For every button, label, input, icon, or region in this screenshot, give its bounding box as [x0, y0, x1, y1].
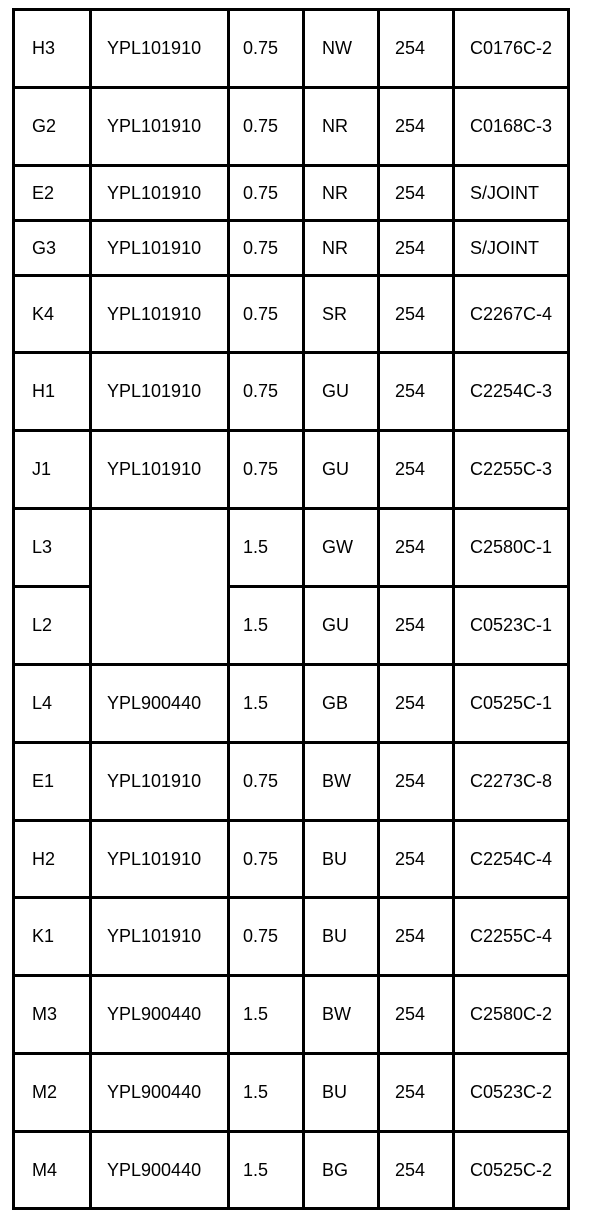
wire-id-cell: M4 — [14, 1132, 91, 1209]
connector-label: C2255C-3 — [470, 459, 553, 479]
connector-label: C2580C-2 — [470, 1004, 553, 1024]
wire-size-cell: 1.5 — [229, 587, 304, 665]
table-row — [14, 743, 569, 821]
connector-cell — [454, 587, 569, 665]
wire-id-cell: J1 — [14, 431, 91, 509]
connector-cell — [454, 665, 569, 743]
wire-id-cell: K1 — [14, 898, 91, 976]
wire-color-cell: NR — [304, 166, 379, 221]
wire-size-cell: 0.75 — [229, 88, 304, 166]
wire-size-cell: 0.75 — [229, 10, 304, 88]
wire-size-cell: 0.75 — [229, 821, 304, 898]
wire-color-cell: BG — [304, 1132, 379, 1209]
connector-cell — [454, 976, 569, 1054]
part-number-cell: YPL900440 — [91, 665, 229, 743]
wire-size-cell: 0.75 — [229, 431, 304, 509]
table-row — [14, 166, 569, 221]
wire-color-cell: BW — [304, 976, 379, 1054]
table-row — [14, 509, 569, 587]
wire-length-cell: 254 — [379, 976, 454, 1054]
wire-color-cell: NW — [304, 10, 379, 88]
wire-color-cell: BU — [304, 821, 379, 898]
connector-cell — [454, 1054, 569, 1132]
wire-length-cell: 254 — [379, 431, 454, 509]
part-number-cell: YPL101910 — [91, 88, 229, 166]
wire-id-cell: H2 — [14, 821, 91, 898]
table-row — [14, 221, 569, 276]
wire-size-cell: 0.75 — [229, 353, 304, 431]
connector-cell — [454, 1132, 569, 1209]
part-number-cell: YPL101910 — [91, 276, 229, 353]
connector-cell — [454, 898, 569, 976]
connector-label: C2255C-4 — [470, 926, 553, 946]
connector-cell — [454, 431, 569, 509]
part-number-cell: YPL900440 — [91, 976, 229, 1054]
wire-size-cell: 0.75 — [229, 743, 304, 821]
wire-size-cell: 0.75 — [229, 276, 304, 353]
wire-color-cell: BW — [304, 743, 379, 821]
wire-size-cell: 1.5 — [229, 976, 304, 1054]
table-row — [14, 976, 569, 1054]
table-row — [14, 10, 569, 88]
wire-size-cell: 0.75 — [229, 221, 304, 276]
wire-color-cell: NR — [304, 221, 379, 276]
wire-id-cell: L4 — [14, 665, 91, 743]
part-number-cell: YPL101910 — [91, 743, 229, 821]
wire-color-cell: BU — [304, 1054, 379, 1132]
part-number-cell: YPL900440 — [91, 1054, 229, 1132]
wire-length-cell: 254 — [379, 221, 454, 276]
part-number-cell: YPL101910 — [91, 166, 229, 221]
wire-list-table — [12, 8, 570, 1210]
connector-cell — [454, 821, 569, 898]
part-number-cell: YPL101910 — [91, 821, 229, 898]
connector-cell — [454, 353, 569, 431]
wire-length-cell: 254 — [379, 665, 454, 743]
wire-length-cell: 254 — [379, 10, 454, 88]
table-row — [14, 88, 569, 166]
connector-label: S/JOINT — [470, 237, 540, 258]
wire-length-cell: 254 — [379, 509, 454, 587]
connector-label: C2580C-1 — [470, 537, 553, 557]
part-number-cell: YPL101910 — [91, 431, 229, 509]
connector-label: C0168C-3 — [470, 116, 553, 136]
wire-size-cell: 1.5 — [229, 509, 304, 587]
connector-label: C0523C-2 — [470, 1082, 553, 1102]
table-row — [14, 821, 569, 898]
table-row — [14, 353, 569, 431]
wire-size-cell: 1.5 — [229, 665, 304, 743]
wire-length-cell: 254 — [379, 276, 454, 353]
connector-cell — [454, 276, 569, 353]
wire-id-cell: G2 — [14, 88, 91, 166]
wire-length-cell: 254 — [379, 587, 454, 665]
wire-color-cell: GU — [304, 431, 379, 509]
wire-size-cell: 0.75 — [229, 898, 304, 976]
wire-length-cell: 254 — [379, 166, 454, 221]
wire-length-cell: 254 — [379, 88, 454, 166]
connector-label: C0176C-2 — [470, 38, 553, 58]
wire-color-cell: GW — [304, 509, 379, 587]
connector-label: C0523C-1 — [470, 615, 553, 635]
wire-length-cell: 254 — [379, 1132, 454, 1209]
wire-id-cell: E1 — [14, 743, 91, 821]
part-number-cell: YPL101910 — [91, 898, 229, 976]
wire-length-cell: 254 — [379, 743, 454, 821]
table-row — [14, 1132, 569, 1209]
table-row — [14, 898, 569, 976]
wire-size-cell: 1.5 — [229, 1054, 304, 1132]
wire-length-cell: 254 — [379, 821, 454, 898]
wire-id-cell: M2 — [14, 1054, 91, 1132]
wire-id-cell: L3 — [14, 509, 91, 587]
wire-color-cell: NR — [304, 88, 379, 166]
wire-id-cell: G3 — [14, 221, 91, 276]
part-number-cell: YPL101910 — [91, 10, 229, 88]
connector-label: C2254C-4 — [470, 848, 553, 869]
wire-size-cell: 1.5 — [229, 1132, 304, 1209]
table-row — [14, 276, 569, 353]
table-row — [14, 665, 569, 743]
connector-cell — [454, 509, 569, 587]
connector-label: C0525C-2 — [470, 1159, 553, 1180]
wire-color-cell: BU — [304, 898, 379, 976]
connector-cell — [454, 221, 569, 276]
connector-label: C2267C-4 — [470, 303, 553, 324]
part-number-cell-merged — [91, 509, 229, 665]
connector-cell — [454, 10, 569, 88]
part-number-cell: YPL900440 — [91, 1132, 229, 1209]
wire-id-cell: E2 — [14, 166, 91, 221]
connector-label: C2273C-8 — [470, 771, 553, 791]
connector-cell — [454, 88, 569, 166]
wire-id-cell: M3 — [14, 976, 91, 1054]
connector-label: S/JOINT — [470, 182, 540, 203]
connector-cell — [454, 166, 569, 221]
wire-id-cell: H3 — [14, 10, 91, 88]
wire-size-cell: 0.75 — [229, 166, 304, 221]
table-row — [14, 1054, 569, 1132]
wire-color-cell: SR — [304, 276, 379, 353]
wire-id-cell: L2 — [14, 587, 91, 665]
connector-cell — [454, 743, 569, 821]
wire-id-cell: H1 — [14, 353, 91, 431]
wire-color-cell: GU — [304, 353, 379, 431]
wire-color-cell: GU — [304, 587, 379, 665]
part-number-cell: YPL101910 — [91, 221, 229, 276]
wire-length-cell: 254 — [379, 898, 454, 976]
connector-label: C0525C-1 — [470, 693, 553, 713]
wire-length-cell: 254 — [379, 1054, 454, 1132]
wire-length-cell: 254 — [379, 353, 454, 431]
wire-id-cell: K4 — [14, 276, 91, 353]
table-row — [14, 431, 569, 509]
connector-label: C2254C-3 — [470, 381, 553, 401]
wire-color-cell: GB — [304, 665, 379, 743]
part-number-cell: YPL101910 — [91, 353, 229, 431]
